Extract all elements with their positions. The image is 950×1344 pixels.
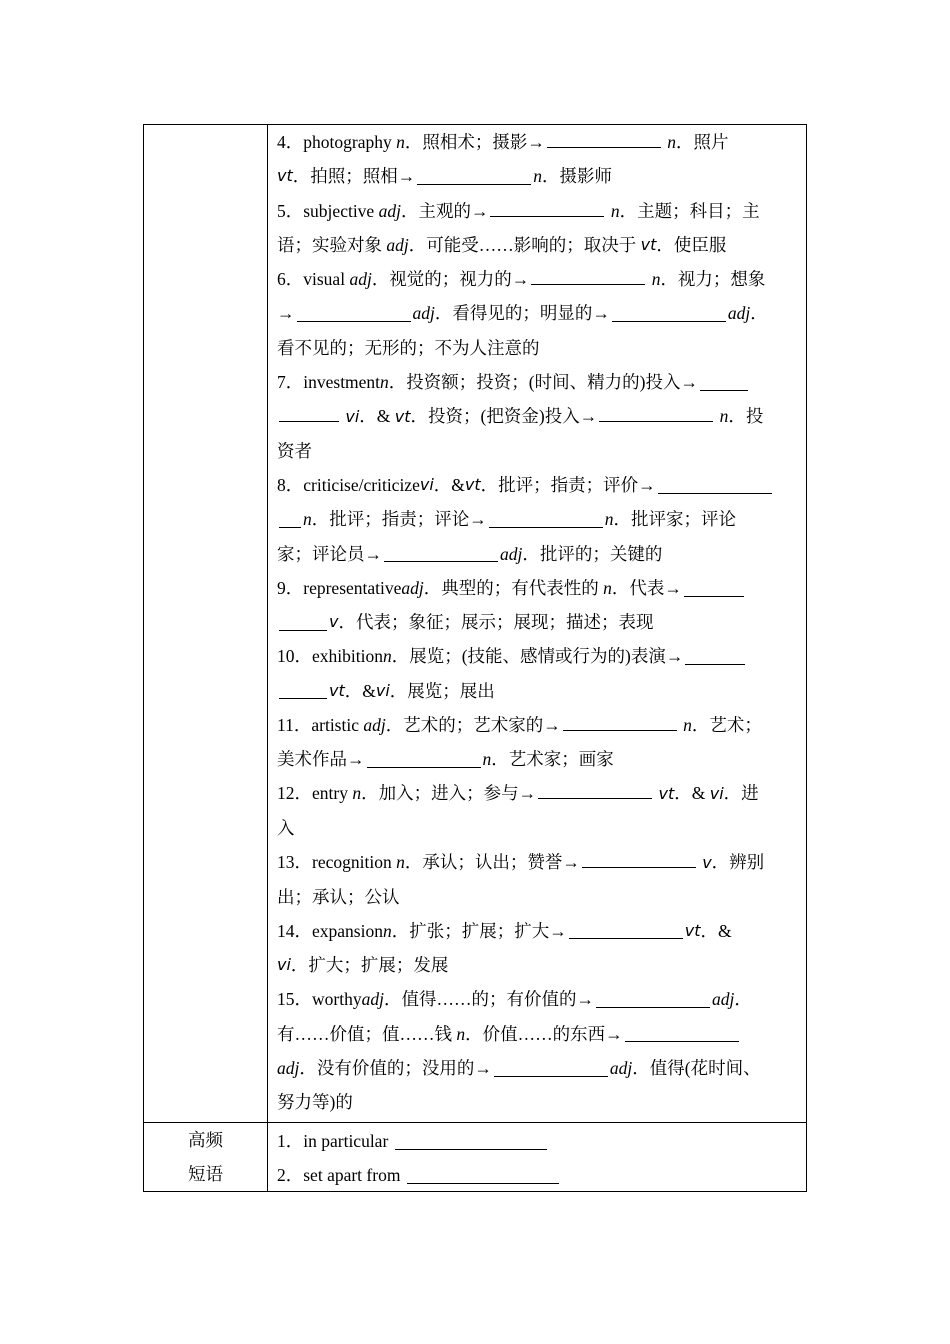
vocab-item-10: 10． exhibition n ．展览；(技能、感情或行为的)表演→: [277, 639, 799, 673]
answer-blank[interactable]: [700, 374, 748, 391]
answer-blank[interactable]: [582, 851, 696, 868]
answer-blank[interactable]: [563, 714, 677, 731]
answer-blank[interactable]: [367, 751, 481, 768]
answer-blank[interactable]: [569, 922, 683, 939]
section-label: 高频 短语: [188, 1131, 223, 1185]
vocab-item-8: 8． criticise/criticize vi ．& vt ．批评；指责；评价→: [277, 468, 799, 502]
phrase-item-2: 2． set apart from: [277, 1158, 799, 1192]
answer-blank[interactable]: [599, 405, 713, 422]
answer-blank[interactable]: [494, 1060, 608, 1077]
vocab-item-6: 6．visual adj．视觉的；视力的→ n．视力；想象: [277, 269, 766, 290]
vocabulary-table: [143, 124, 807, 1192]
answer-blank[interactable]: [625, 1025, 739, 1042]
phrase-item-1: 1． in particular: [277, 1124, 799, 1158]
phrase-list: [277, 1124, 799, 1193]
answer-blank[interactable]: [407, 1167, 559, 1184]
vocab-item-11: 11．artistic adj．艺术的；艺术家的→ n．艺术；: [277, 715, 762, 736]
answer-blank[interactable]: [297, 305, 411, 322]
answer-blank[interactable]: [685, 648, 745, 665]
vocab-item-9: 9． representative adj ．典型的；有代表性的 n ．代表→: [277, 571, 799, 605]
answer-blank[interactable]: [596, 991, 710, 1008]
answer-blank[interactable]: [531, 268, 645, 285]
answer-blank[interactable]: [658, 477, 772, 494]
answer-blank[interactable]: [490, 200, 604, 217]
answer-blank[interactable]: [684, 580, 744, 597]
answer-blank[interactable]: [612, 305, 726, 322]
vocab-item-7: 7． investment n ．投资额；投资；(时间、精力的)投入→: [277, 365, 799, 399]
vocab-item-13: 13．recognition n．承认；认出；赞誉→ v．辨别: [277, 851, 765, 872]
column-divider: [267, 125, 268, 1191]
answer-blank[interactable]: [538, 782, 652, 799]
answer-blank[interactable]: [417, 168, 531, 185]
vocab-item-5: 5．subjective adj．主观的→ n．主题；科目；主: [277, 200, 760, 221]
answer-blank[interactable]: [279, 405, 339, 422]
answer-blank[interactable]: [395, 1133, 547, 1150]
vocab-item-14: 14． expansion n ．扩张；扩展；扩大→ vt ．&: [277, 920, 732, 941]
answer-blank[interactable]: [547, 131, 661, 148]
vocabulary-list: 4．photography n．照相术；摄影→ n．照片 vt ．拍照；照相→ n ．摄影师 5．subjective adj．主观的→ n．主题；科目；主 语；实验对象 adj ．可能受……影响的；取决于 vt ．使臣服 6．visual adj．视觉的；视力的→ n．视力；想象 → adj ．看得见的；明显的→ adj ． 看不见的；无形的；不为人注意的 7． investment n ．投资额；投资；(时间、精力的)投入→ vi．& vt．投资；(把资金)投入→ n．投 资者 8． criticise/criticize vi ．& vt ．批评；指责；评价→ n ．批评；指责；评论→ n ．批评家；评论 家；评论员→ adj ．批评的；关键的 9． representative adj ．典型的；有代表性的 n ．代表→ v ．代表；象征；展示；展现；描述；表现 10． exhibition n ．展览；(技能、感情或行为的)表演→ vt ．& vi ．展览；展出 11．artistic adj．艺术的；艺术家的→ n．艺术； 美术作品→ n ．艺术家；画家 12．entry n．加入；进入；参与→ vt．& vi．进 入 13．recognition n．承认；认出；赞誉→ v．辨别 出；承认；公认 14． expansion n ．扩张；扩展；扩大→ vt ．& vi ．扩大；扩展；发展 15． worthy adj ．值得……的；有价值的→ adj ． 有……价值；值……钱 n ．价值……的东西→ adj ．没有价值的；没用的→ adj ．值得(花时间、 努力等)的: [277, 125, 799, 1120]
answer-blank[interactable]: [489, 511, 603, 528]
answer-blank[interactable]: [279, 614, 327, 631]
vocab-item-12: 12．entry n．加入；进入；参与→ vt．& vi．进: [277, 783, 759, 804]
answer-blank[interactable]: [279, 511, 301, 528]
answer-blank[interactable]: [279, 682, 327, 699]
vocab-item-15: 15． worthy adj ．值得……的；有价值的→ adj ．: [277, 989, 752, 1010]
answer-blank[interactable]: [384, 545, 498, 562]
vocab-item-4: 4．photography n．照相术；摄影→ n．照片: [277, 132, 729, 152]
